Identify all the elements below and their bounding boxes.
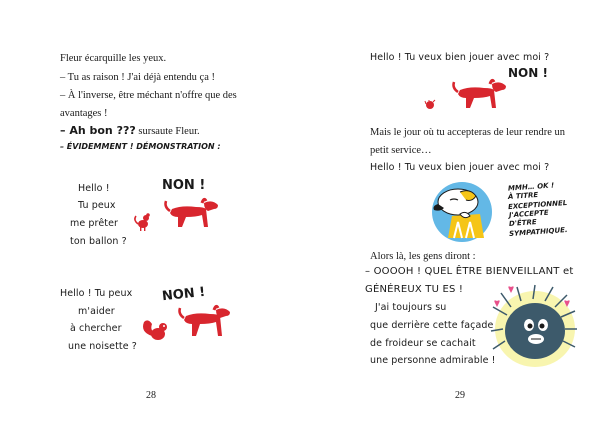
right-page <box>305 0 610 435</box>
scene1-reply: NON ! <box>162 178 206 193</box>
dog-speech-5: D'ÊTRE <box>508 218 537 228</box>
scene2-line1: Hello ! Tu peux <box>60 288 133 299</box>
dog-speech-1: MMH… OK ! <box>507 181 555 193</box>
dog-portrait-icon <box>430 178 500 248</box>
scene1-line2: Tu peux <box>78 200 116 211</box>
scene2-line3: à chercher <box>70 323 122 334</box>
quote-line-4: une personne admirable ! <box>370 355 496 366</box>
porcupine-icon <box>487 285 579 370</box>
scene2-line4: une noisette ? <box>68 341 137 352</box>
paragraph-3b: avantages ! <box>60 108 108 119</box>
right-paragraph-1b: petit service… <box>370 145 432 156</box>
sursaute-text: sursaute Fleur. <box>135 126 200 137</box>
right-paragraph-2: Alors là, les gens diront : <box>370 251 476 262</box>
scene1-line4: ton ballon ? <box>70 236 127 247</box>
hedgehog-small-icon <box>425 100 435 110</box>
right-paragraph-1a: Mais le jour où tu accepteras de leur rendre un <box>370 127 566 138</box>
exclaim-line-1: – OOOOH ! QUEL ÊTRE BIENVEILLANT et <box>365 266 574 277</box>
paragraph-1: Fleur écarquille les yeux. <box>60 53 167 64</box>
right-scene2-line: Hello ! Tu veux bien jouer avec moi ? <box>370 162 550 173</box>
ah-bon-text: – Ah bon ??? <box>60 124 136 137</box>
right-scene1-line: Hello ! Tu veux bien jouer avec moi ? <box>370 52 550 63</box>
quote-line-3: de froideur se cachait <box>370 338 476 349</box>
quote-line-2: que derrière cette façade <box>370 320 494 331</box>
demonstration-text: – ÉVIDEMMENT ! DÉMONSTRATION : <box>60 142 221 151</box>
scene1-line3: me prêter <box>70 218 119 229</box>
scene2-reply: NON ! <box>161 284 206 305</box>
dog-speech-3: EXCEPTIONNEL <box>507 198 568 212</box>
dog-speech-4: J'ACCEPTE <box>508 208 549 220</box>
page-number-right: 29 <box>455 390 465 401</box>
mouse-icon <box>133 210 153 232</box>
squirrel-icon <box>140 318 170 342</box>
paragraph-3a: – À l'inverse, être méchant n'offre que des <box>60 90 237 101</box>
quote-line-1: J'ai toujours su <box>375 302 447 313</box>
paragraph-4 <box>60 124 200 137</box>
paragraph-2: – Tu as raison ! J'ai déjà entendu ça ! <box>60 72 215 83</box>
dog-speech-2: À TITRE <box>507 190 539 202</box>
dog-speech-6: SYMPATHIQUE. <box>508 225 568 239</box>
page-number-left: 28 <box>146 390 156 401</box>
scene1-line1: Hello ! <box>78 183 110 194</box>
dog-icon-right <box>450 78 510 114</box>
dog-icon-2 <box>174 300 232 344</box>
scene2-line2: m'aider <box>78 306 115 317</box>
dog-icon <box>160 195 220 237</box>
right-scene1-reply: NON ! <box>508 66 548 80</box>
exclaim-line-2: GÉNÉREUX TU ES ! <box>365 284 464 295</box>
